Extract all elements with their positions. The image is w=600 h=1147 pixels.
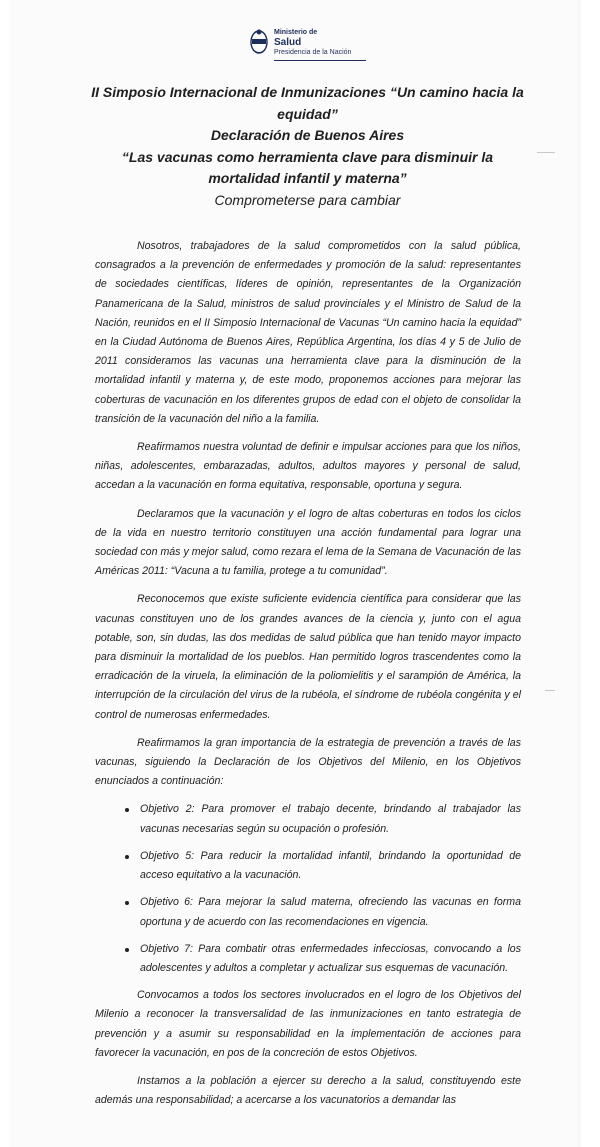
closing-paragraph-1: Convocamos a todos los sectores involucrados en el logro de los Objetivos del Milenio a reconocer la transversalidad de las inmunizaciones en tanto estrategia de prevención y a asumir su responsabilidad en la implementación de acciones para favorecer la vacunación, en pos de la concreción de estos Objetivos.	[95, 989, 521, 1059]
title-declaration: Declaración de Buenos Aires	[210, 127, 405, 143]
list-item	[140, 940, 521, 978]
page-edge	[578, 0, 582, 1147]
paragraph-5: Reafirmamos la gran importancia de la estrategia de prevención a través de las vacunas, siguiendo la Declaración de los Objetivos del Milenio, en los Objetivos enunciados a continuación:	[95, 736, 521, 788]
closing-paragraph-2: Instamos a la población a ejercer su derecho a la salud, constituyendo este además una responsabilidad; a acercarse a los vacunatorios a demandar las	[95, 1074, 521, 1107]
logo-line1: Ministerio de	[274, 29, 318, 36]
bullet-icon	[125, 808, 129, 812]
list-item	[140, 893, 521, 931]
title-vaccines: “Las vacunas como herramienta clave para disminuir la mortalidad infantil y materna”	[121, 148, 494, 186]
list-item	[140, 800, 521, 838]
document-titles	[90, 82, 525, 211]
logo-underline	[274, 60, 366, 61]
paragraph-2: Reafirmamos nuestra voluntad de definir e impulsar acciones para que los niños, niñas, adolescentes, embarazadas, adultos, adultos mayores y personal de salud, accedan a la vacunación en forma equitativa, responsable, oportuna y segura.	[95, 441, 521, 492]
scan-mark	[545, 690, 555, 691]
document-body	[95, 237, 521, 1119]
list-item	[140, 847, 521, 885]
objective-text: Objetivo 2: Para promover el trabajo decente, brindando al trabajador las vacunas necesarias según su ocupación o profesión.	[140, 803, 521, 835]
bullet-icon	[125, 948, 129, 952]
paragraph-4: Reconocemos que existe suficiente evidencia científica para considerar que las vacunas constituyen uno de los grandes avances de la ciencia y, junto con el agua potable, son, sin dudas, las dos medidas de salud pública que han tenido mayor impacto para disminuir la mortalidad de los pueblos. Han permitido logros trascendentes como la erradicación de la viruela, la eliminación de la poliomielitis y el sarampión de América, la interrupción de la circulación del virus de la rubéola, el síndrome de rubéola congénita y el control de numerosas enfermedades.	[95, 593, 521, 721]
bullet-icon	[125, 855, 129, 859]
argentina-seal-icon	[249, 28, 269, 56]
objective-text: Objetivo 7: Para combatir otras enfermedades infecciosas, convocando a los adolescentes y adultos a completar y actualizar sus esquemas de vacunación.	[140, 942, 521, 974]
subtitle: Comprometerse para cambiar	[214, 191, 401, 208]
objectives-list	[95, 800, 521, 978]
title-symposium: II Simposio Internacional de Inmunizaciones “Un camino hacia la equidad”	[91, 84, 524, 122]
scan-mark	[537, 152, 555, 153]
logo-line3: Presidencia de la Nación	[274, 49, 352, 56]
logo-line2: Salud	[274, 37, 302, 48]
objective-text: Objetivo 6: Para mejorar la salud materna, ofreciendo las vacunas en forma oportuna y de acuerdo con las recomendaciones en vigencia.	[140, 896, 521, 928]
document-page	[10, 0, 578, 1147]
bullet-icon	[125, 901, 129, 905]
objective-text: Objetivo 5: Para reducir la mortalidad infantil, brindando la oportunidad de acceso equitativo a la vacunación.	[140, 849, 521, 882]
paragraph-3: Declaramos que la vacunación y el logro de altas coberturas en todos los ciclos de la vida en nuestro territorio constituyen una acción fundamental para lograr una sociedad con más y mejor salud, como rezara el lema de la Semana de Vacunación de las Américas 2011: “Vacuna a tu familia, protege a tu comunidad”.	[95, 507, 521, 578]
paragraph-1: Nosotros, trabajadores de la salud comprometidos con la salud pública, consagrados a la prevención de enfermedades y promoción de la salud: representantes de sociedades científicas, líderes de opinión, representantes de la Organización Panamericana de la Salud, ministros de salud provinciales y el Ministro de Salud de la Nación, reunidos en el II Simposio Internacional de Vacunas “Un camino hacia la equidad” en la Ciudad Autónoma de Buenos Aires, República Argentina, los días 4 y 5 de Julio de 2011 consideramos las vacunas una herramienta clave para la disminución de la mortalidad infantil y materna y, de este modo, proponemos acciones para mejorar las coberturas de vacunación en los diferentes grupos de edad con el objeto de consolidar la transición de la vacunación del niño a la familia.	[95, 240, 521, 425]
ministry-logo	[249, 27, 369, 65]
